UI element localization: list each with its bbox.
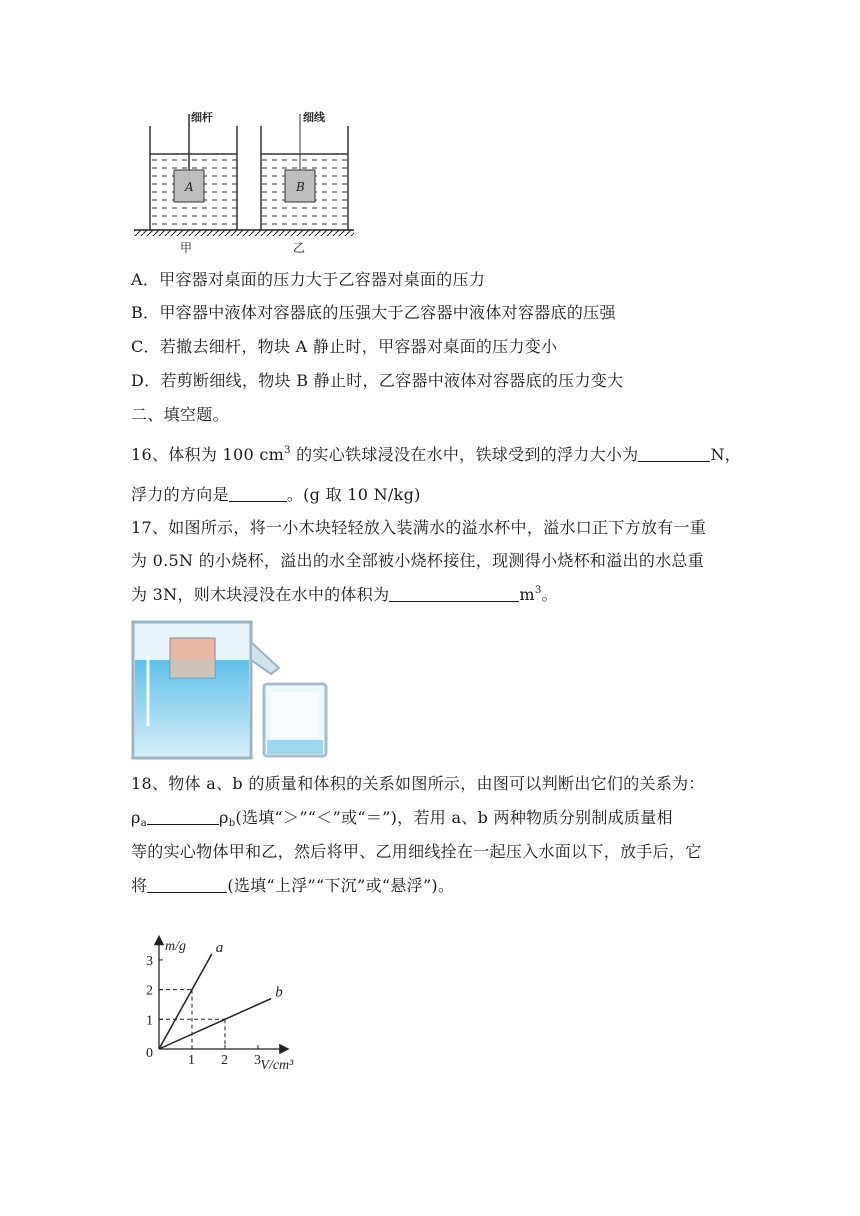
series-line-b xyxy=(159,999,271,1049)
q16-blank-2[interactable] xyxy=(229,485,287,502)
q16-line2: 浮力的方向是 。(g 取 10 N/kg) xyxy=(131,485,421,504)
option-c: C．若撤去细杆，物块 A 静止时，甲容器对桌面的压力变小 xyxy=(131,337,558,356)
q17-line2: 为 0.5N 的小烧杯，溢出的水全部被小烧杯接住，现测得小烧杯和溢出的水总重 xyxy=(131,551,705,570)
series-label-b: b xyxy=(275,984,283,1001)
x-tick-label: 3 xyxy=(254,1053,261,1068)
container-yi xyxy=(261,114,348,230)
option-a: A．甲容器对桌面的压力大于乙容器对桌面的压力 xyxy=(131,270,486,289)
label-thread: 细线 xyxy=(303,111,325,124)
container-jia xyxy=(150,114,237,230)
y-tick-label: 1 xyxy=(146,1013,153,1029)
q17-blank[interactable] xyxy=(389,585,519,602)
q18-line4: 将 (选填“上浮”“下沉”或“悬浮”)。 xyxy=(131,876,455,895)
option-b: B．甲容器中液体对容器底的压强大于乙容器中液体对容器底的压强 xyxy=(131,303,616,322)
containers-figure xyxy=(131,108,361,258)
series-line-a xyxy=(159,954,212,1049)
q18-line2: $\rho_a$ $\rho_b$(选填“＞”“＜”或“＝”)，若用 a、b 两种物质分别制成质量相 xyxy=(131,808,673,829)
label-rod: 细杆 xyxy=(191,111,213,124)
table-surface xyxy=(134,230,354,236)
q18-line1: 18、物体 a、b 的质量和体积的关系如图所示，由图可以判断出它们的关系为： xyxy=(131,774,705,793)
x-tick-label: 1 xyxy=(188,1053,195,1068)
y-tick-label: 2 xyxy=(146,983,153,999)
x-axis-label: V/cm³ xyxy=(260,1058,294,1073)
block-b-label: B xyxy=(296,180,305,194)
origin-label: 0 xyxy=(146,1046,153,1061)
y-tick-label: 3 xyxy=(146,953,153,969)
q16-line1: 16、体积为 100 $cm^3$ 的实心铁球浸没在水中，铁球受到的浮力大小为 N， xyxy=(131,445,742,464)
q18-blank-2[interactable] xyxy=(147,876,227,893)
option-d: D．若剪断细线，物块 B 静止时，乙容器中液体对容器底的压力变大 xyxy=(131,371,624,390)
block-a-label: A xyxy=(185,180,194,194)
q17-line3: 为 3N，则木块浸没在水中的体积为 $m^3$。 xyxy=(131,585,558,604)
overflow-cup-figure xyxy=(131,620,341,760)
series-label-a: a xyxy=(215,939,224,956)
q17-line1: 17、如图所示，将一小木块轻轻放入装满水的溢水杯中，溢水口正下方放有一重 xyxy=(131,518,707,537)
section-title: 二、填空题。 xyxy=(131,405,229,424)
q16-blank-1[interactable] xyxy=(638,445,710,462)
q18-line3: 等的实心物体甲和乙，然后将甲、乙用细线拴在一起压入水面以下，放手后，它 xyxy=(131,842,702,861)
mass-volume-chart xyxy=(131,905,351,1080)
x-tick-label: 2 xyxy=(221,1053,228,1068)
q18-blank-1[interactable] xyxy=(147,808,219,825)
label-yi: 乙 xyxy=(293,241,306,255)
y-axis-label: m/g xyxy=(165,939,186,955)
label-jia: 甲 xyxy=(180,241,193,255)
overflow-spout xyxy=(251,642,279,674)
